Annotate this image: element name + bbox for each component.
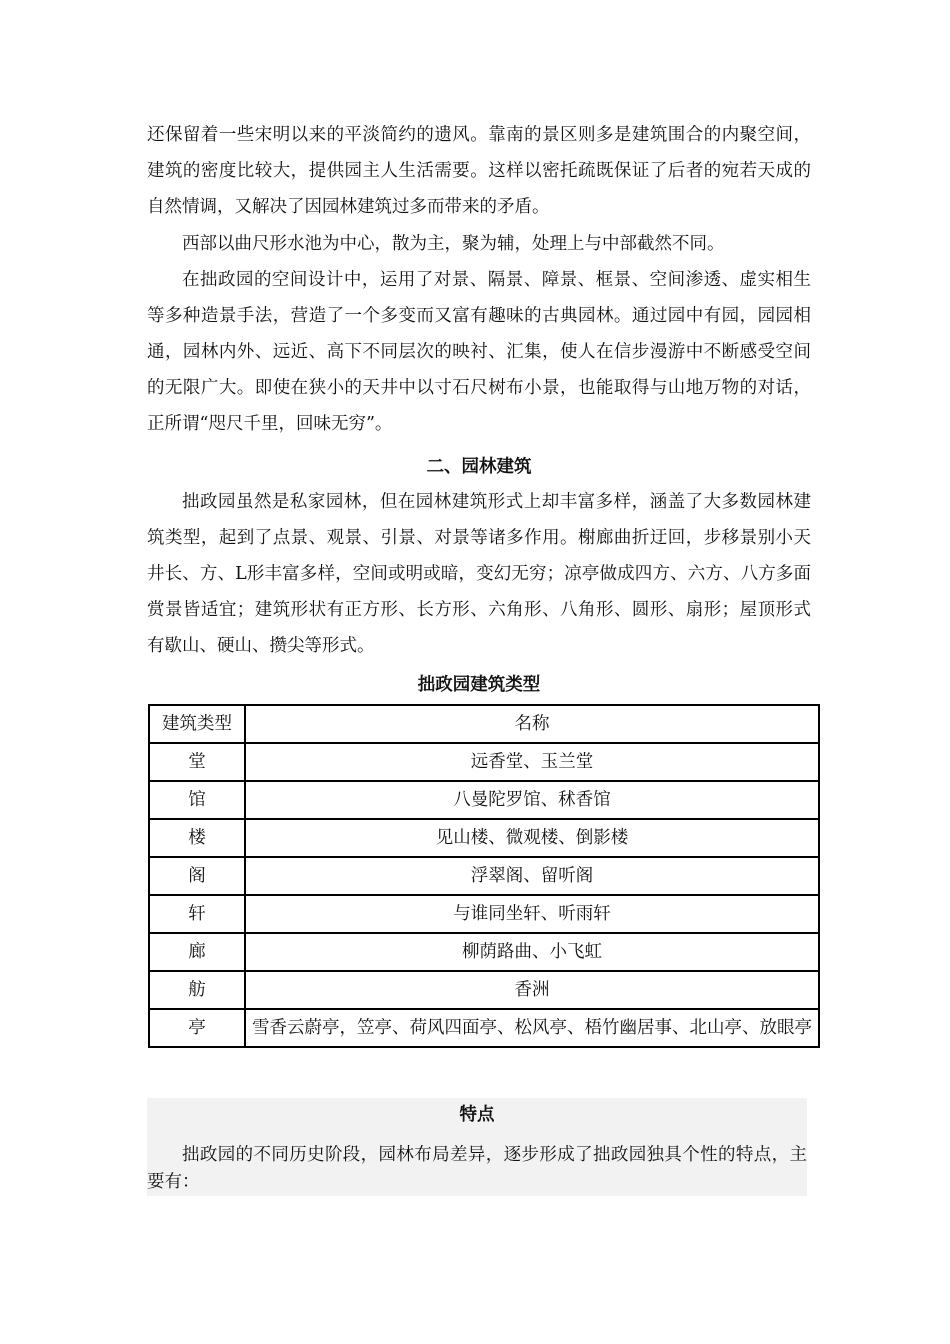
features-heading: 特点 (459, 1105, 495, 1125)
cell-type: 馆 (149, 781, 245, 819)
cell-type: 轩 (149, 895, 245, 933)
cell-name: 柳荫路曲、小飞虹 (245, 933, 819, 971)
cell-type: 楼 (149, 819, 245, 857)
section-heading: 二、园林建筑 (426, 457, 532, 477)
table-row (149, 895, 819, 933)
table-row (149, 933, 819, 971)
header-name: 名称 (245, 705, 819, 743)
architecture-types-table (148, 704, 820, 1048)
table-caption: 拙政园建筑类型 (417, 675, 541, 695)
cell-name: 香洲 (245, 971, 819, 1009)
cell-type: 阁 (149, 857, 245, 895)
table-row (149, 743, 819, 781)
table-row (149, 857, 819, 895)
table-row (149, 819, 819, 857)
table-header-row (149, 705, 819, 743)
table-row (149, 781, 819, 819)
cell-name: 见山楼、微观楼、倒影楼 (245, 819, 819, 857)
paragraph-architecture: 拙政园虽然是私家园林，但在园林建筑形式上却丰富多样，涵盖了大多数园林建筑类型，起到了点景、观景、引景、对景等诸多作用。榭廊曲折迂回，步移景别小天井长、方、L形丰富多样，空间或明或暗，变幻无穷；凉亭做成四方、六方、八方多面赏景皆适宜；建筑形状有正方形、长方形、六角形、八角形、圆形、扇形；屋顶形式有歇山、硬山、攒尖等形式。 (147, 492, 811, 656)
cell-name: 八曼陀罗馆、秫香馆 (245, 781, 819, 819)
features-paragraph: 拙政园的不同历史阶段，园林布局差异，逐步形成了拙政园独具个性的特点，主要有： (147, 1145, 807, 1192)
header-type: 建筑类型 (149, 705, 245, 743)
paragraph-space-design: 在拙政园的空间设计中，运用了对景、隔景、障景、框景、空间渗透、虚实相生等多种造景手法，营造了一个多变而又富有趣味的古典园林。通过园中有园，园园相通，园林内外、远近、高下不同层次的映衬、汇集，使人在信步漫游中不断感受空间的无限广大。即使在狭小的天井中以寸石尺树布小景，也能取得与山地万物的对话，正所谓“咫尺千里，回味无穷”。 (147, 270, 811, 434)
cell-type: 堂 (149, 743, 245, 781)
cell-name: 与谁同坐轩、听雨轩 (245, 895, 819, 933)
cell-type: 亭 (149, 1009, 245, 1047)
paragraph-west-section: 西部以曲尺形水池为中心，散为主，聚为辅，处理上与中部截然不同。 (182, 234, 725, 254)
cell-type: 廊 (149, 933, 245, 971)
cell-name: 远香堂、玉兰堂 (245, 743, 819, 781)
table-row (149, 971, 819, 1009)
table-row (149, 1009, 819, 1047)
cell-name: 雪香云蔚亭，笠亭、荷风四面亭、松风亭、梧竹幽居事、北山亭、放眼亭 (245, 1009, 819, 1047)
cell-name: 浮翠阁、留听阁 (245, 857, 819, 895)
paragraph-continuation: 还保留着一些宋明以来的平淡简约的遗风。靠南的景区则多是建筑围合的内聚空间，建筑的密度比较大，提供园主人生活需要。这样以密托疏既保证了后者的宛若天成的自然情调，又解决了因园林建筑过多而带来的矛盾。 (147, 125, 811, 217)
cell-type: 舫 (149, 971, 245, 1009)
